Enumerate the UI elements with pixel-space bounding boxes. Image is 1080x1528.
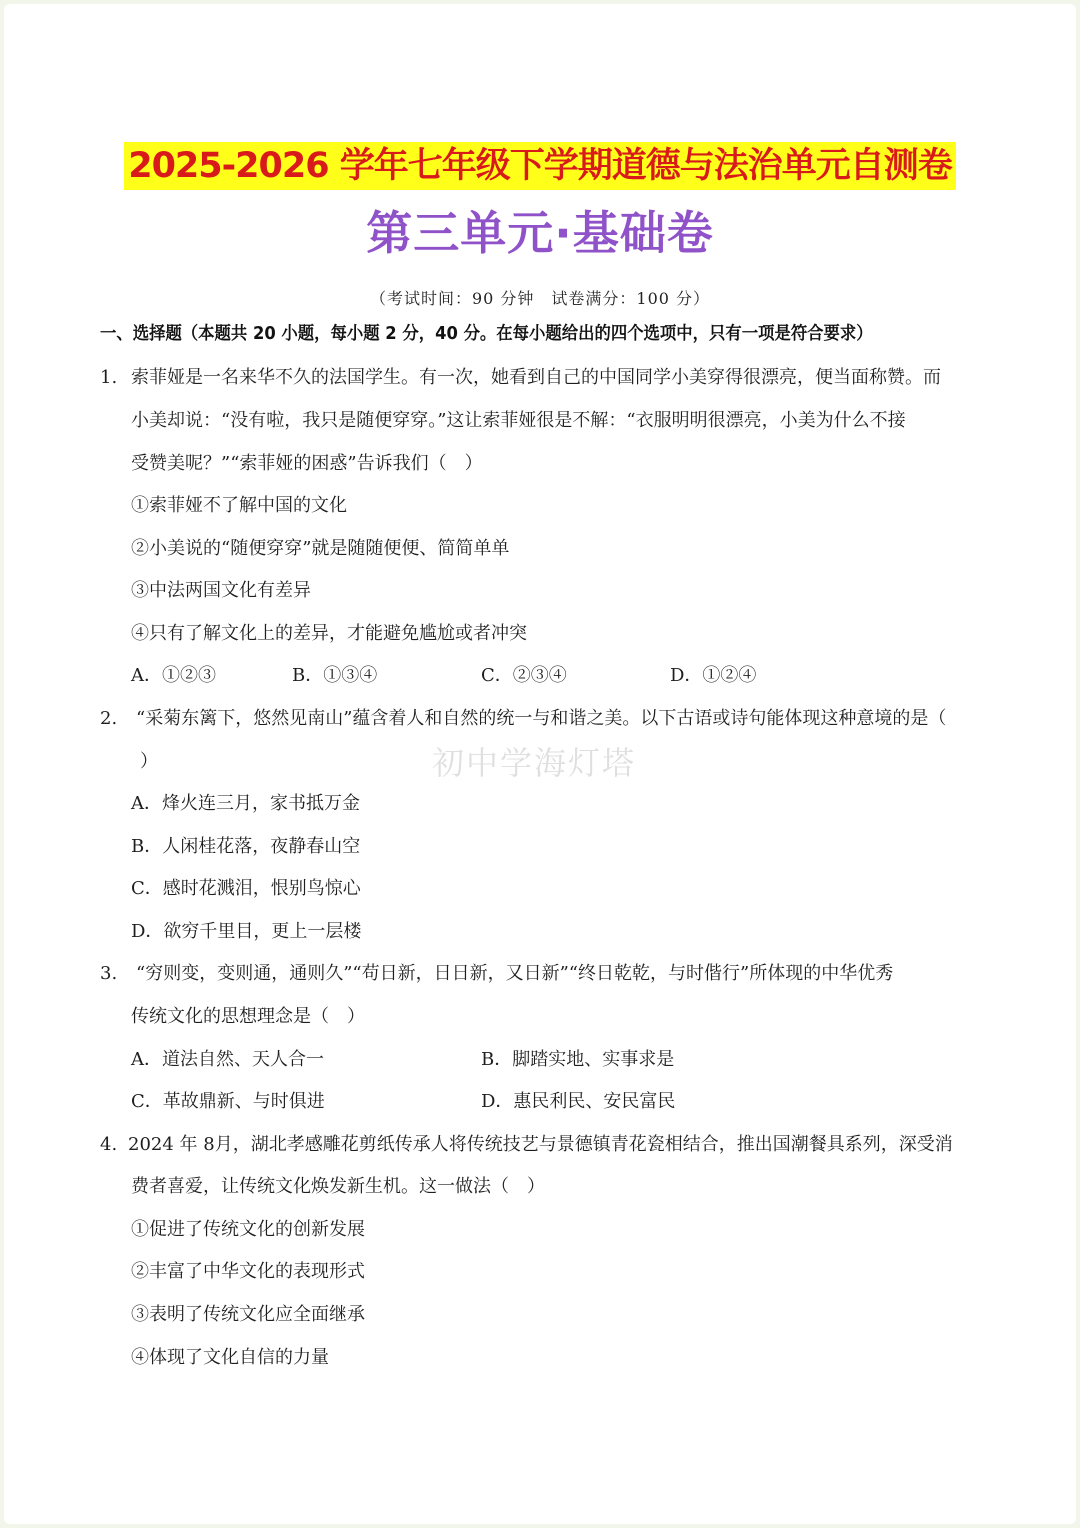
option-b[interactable]: B．①③④ bbox=[292, 665, 378, 686]
option-a[interactable]: A．道法自然、天人合一 bbox=[131, 1049, 324, 1070]
statement: ②丰富了中华文化的表现形式 bbox=[131, 1261, 365, 1282]
statement: ③中法两国文化有差异 bbox=[131, 580, 311, 601]
exam-paper bbox=[4, 4, 1076, 1524]
option-b[interactable]: B．人闲桂花落，夜静春山空 bbox=[131, 836, 361, 857]
question-stem-line: ） bbox=[140, 751, 158, 772]
statement: ④只有了解文化上的差异，才能避免尴尬或者冲突 bbox=[131, 623, 527, 644]
question-stem-line: 索菲娅是一名来华不久的法国学生。有一次，她看到自己的中国同学小美穿得很漂亮，便当面称赞。而 bbox=[131, 367, 941, 388]
option-c[interactable]: C．②③④ bbox=[481, 665, 567, 686]
watermark: 初中学海灯塔 bbox=[432, 744, 637, 782]
statement: ②小美说的“随便穿穿”就是随随便便、简简单单 bbox=[131, 538, 510, 559]
statement: ①索菲娅不了解中国的文化 bbox=[131, 495, 347, 516]
exam-info: （考试时间：90 分钟 试卷满分：100 分） bbox=[369, 289, 711, 308]
question-stem-line: 传统文化的思想理念是（ ） bbox=[131, 1006, 365, 1027]
question-number: 3. bbox=[100, 963, 118, 984]
statement: ④体现了文化自信的力量 bbox=[131, 1347, 329, 1368]
section-heading: 一、选择题（本题共 20 小题，每小题 2 分，40 分。在每小题给出的四个选项中，只有一项是符合要求） bbox=[100, 324, 873, 344]
option-a[interactable]: A．烽火连三月，家书抵万金 bbox=[131, 793, 360, 814]
question-stem-line: 2024 年 8月，湖北孝感雕花剪纸传承人将传统技艺与景德镇青花瓷相结合，推出国潮餐具系列，深受消 bbox=[128, 1134, 953, 1155]
question-stem-line: 小美却说：“没有啦，我只是随便穿穿。”这让索菲娅很是不解：“衣服明明很漂亮，小美为什么不接 bbox=[131, 410, 906, 431]
question-stem-line: 受赞美呢？”“索菲娅的困惑”告诉我们（ ） bbox=[131, 453, 483, 474]
title-container bbox=[4, 142, 1076, 190]
statement: ③表明了传统文化应全面继承 bbox=[131, 1304, 365, 1325]
exam-title: 2025-2026 学年七年级下学期道德与法治单元自测卷 bbox=[124, 142, 956, 190]
option-d[interactable]: D．惠民利民、安民富民 bbox=[481, 1091, 676, 1112]
option-a[interactable]: A．①②③ bbox=[131, 665, 216, 686]
question-number: 4. bbox=[100, 1134, 118, 1155]
question-stem-line: “采菊东篱下，悠然见南山”蕴含着人和自然的统一与和谐之美。以下古语或诗句能体现这种意境的是（ bbox=[136, 708, 947, 729]
question-stem-line: 费者喜爱，让传统文化焕发新生机。这一做法（ ） bbox=[131, 1176, 545, 1197]
question-number: 1. bbox=[100, 367, 118, 388]
option-d[interactable]: D．欲穷千里目，更上一层楼 bbox=[131, 921, 362, 942]
question-number: 2. bbox=[100, 708, 118, 729]
option-b[interactable]: B．脚踏实地、实事求是 bbox=[481, 1049, 675, 1070]
option-d[interactable]: D．①②④ bbox=[670, 665, 757, 686]
unit-subtitle: 第三单元·基础卷 bbox=[366, 206, 714, 260]
statement: ①促进了传统文化的创新发展 bbox=[131, 1219, 365, 1240]
option-c[interactable]: C．感时花溅泪，恨别鸟惊心 bbox=[131, 878, 361, 899]
question-stem-line: “穷则变，变则通，通则久”“苟日新，日日新，又日新”“终日乾乾，与时偕行”所体现的中华优秀 bbox=[136, 963, 894, 984]
option-c[interactable]: C．革故鼎新、与时俱进 bbox=[131, 1091, 325, 1112]
